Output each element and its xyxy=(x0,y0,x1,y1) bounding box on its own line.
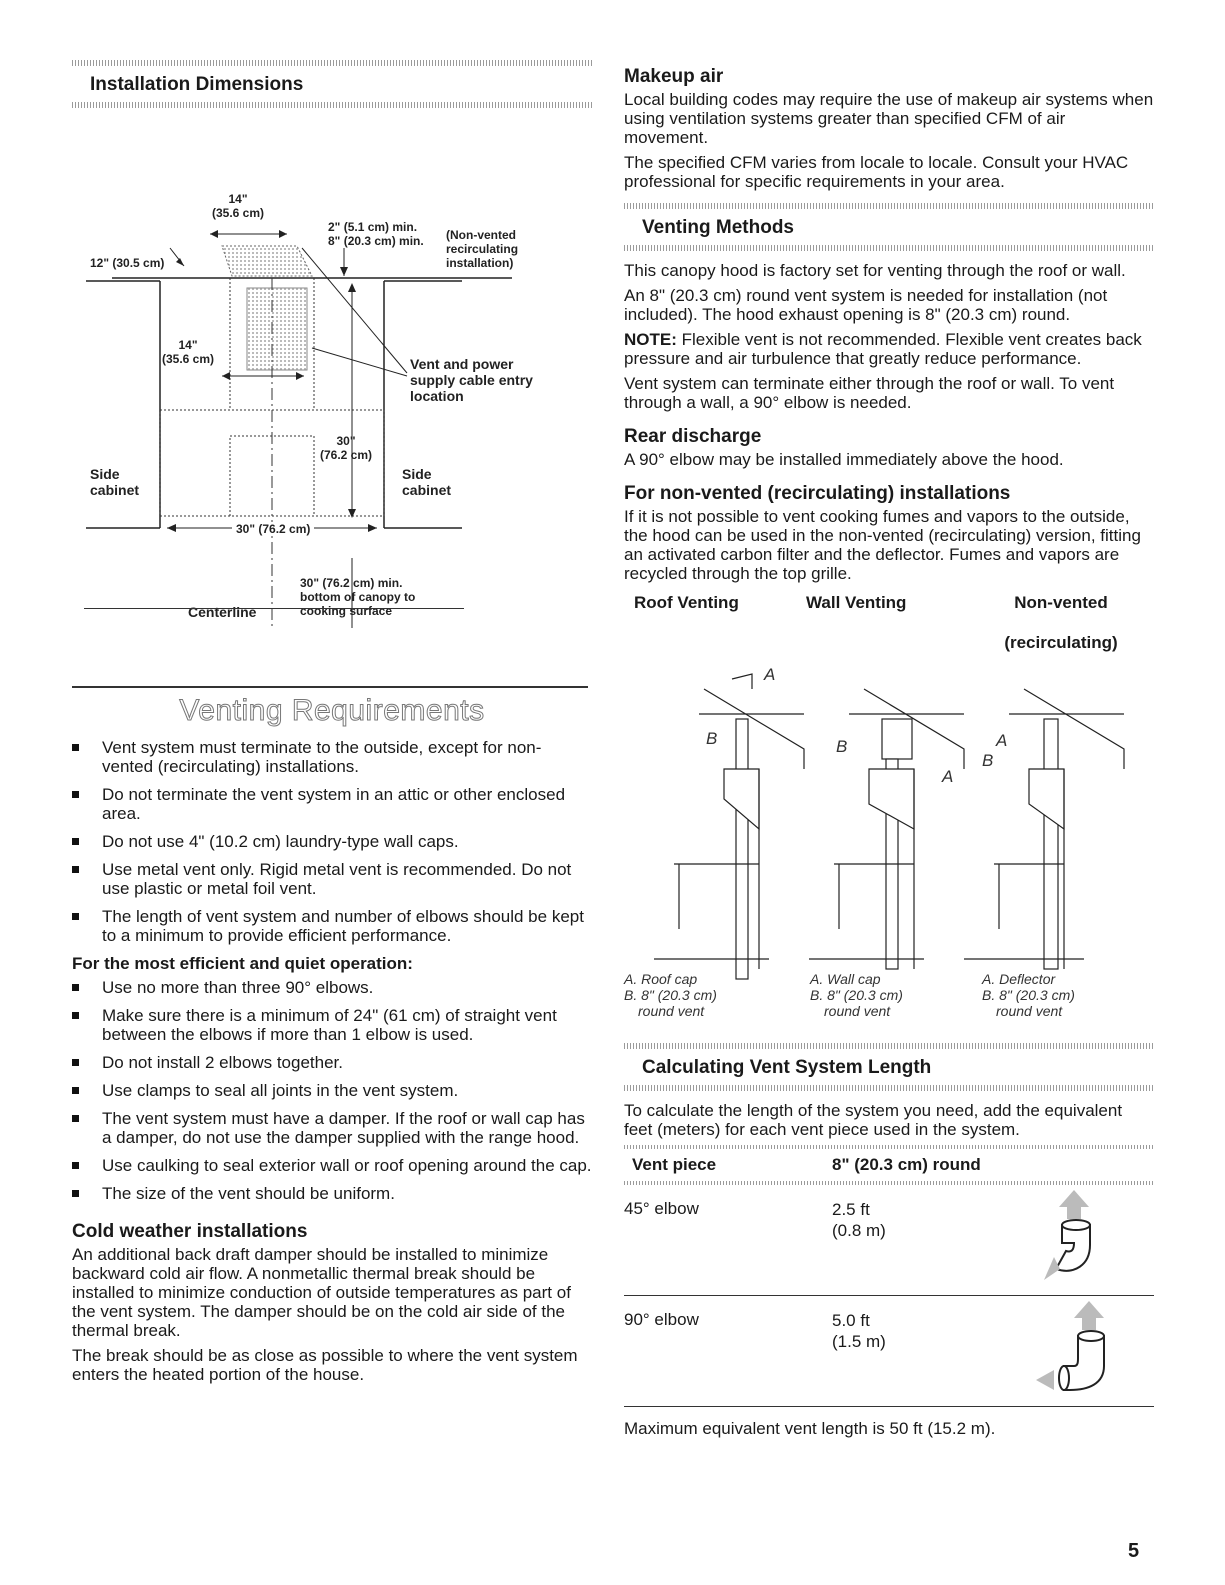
section-rule xyxy=(72,686,588,688)
side-cabinet-left: Side cabinet xyxy=(90,466,140,498)
section-divider xyxy=(624,1085,1154,1091)
list-item: The length of vent system and number of elbows should be kept to a minimum to provide efficient performance. xyxy=(72,907,592,945)
col-round: 8" (20.3 cm) round xyxy=(832,1155,981,1174)
dim-14-mid: 14" (35.6 cm) xyxy=(162,338,215,366)
non-vented-label: Non-vented (recirculating) xyxy=(1004,593,1118,652)
roof-venting-caption: A. Roof cap B. 8" (20.3 cm) round vent xyxy=(624,971,717,1019)
list-item: Use metal vent only. Rigid metal vent is recommended. Do not use plastic or metal foil vent. xyxy=(72,860,592,898)
non-vented-paragraph: If it is not possible to vent cooking fumes and vapors to the outside, the hood can be used in the non-vented (recirculating) version, fitting an activated carbon filter and the deflector. Fumes and vapors are recycled through the top grille. xyxy=(624,507,1141,583)
venting-methods-paragraph-3: Vent system can terminate either through the roof or wall. To vent through a wall, a 90° elbow is needed. xyxy=(624,374,1115,412)
dim-8-min: 8" (20.3 cm) min. xyxy=(328,234,424,248)
wall-venting-label: Wall Venting xyxy=(806,593,907,612)
rear-discharge-paragraph: A 90° elbow may be installed immediately above the hood. xyxy=(624,450,1064,469)
length-cell: 2.5 ft (0.8 m) xyxy=(832,1200,886,1240)
list-item: The size of the vent should be uniform. xyxy=(72,1184,592,1203)
calculating-length-paragraph: To calculate the length of the system you need, add the equivalent feet (meters) for each vent piece used in the system. xyxy=(624,1101,1123,1139)
fig2-letter-b: B xyxy=(836,737,848,756)
cold-weather-heading: Cold weather installations xyxy=(72,1221,308,1242)
vent-piece-cell: 90° elbow xyxy=(624,1310,699,1329)
dim-30-width: 30" (76.2 cm) xyxy=(232,522,314,536)
min-30-label: 30" (76.2 cm) min. bottom of canopy to cooking surface xyxy=(300,576,416,618)
vent-entry-label: Vent and power supply cable entry location xyxy=(410,356,533,404)
table-row xyxy=(624,1185,1154,1296)
venting-methods-note xyxy=(624,330,1154,368)
list-item: The vent system must have a damper. If the roof or wall cap has a damper, do not use the damper supplied with the range hood. xyxy=(72,1109,592,1147)
installation-dimensions-heading: Installation Dimensions xyxy=(90,74,304,95)
dim-14-top: 14" (35.6 cm) xyxy=(212,192,265,220)
venting-methods-paragraph-1: This canopy hood is factory set for venting through the roof or wall. xyxy=(624,261,1126,280)
left-column xyxy=(72,60,592,1390)
dim-2-min: 2" (5.1 cm) min. xyxy=(328,220,418,234)
elbow-90-icon xyxy=(1034,1296,1114,1396)
dim-30-height: 30" (76.2 cm) xyxy=(320,434,373,462)
section-divider xyxy=(624,245,1154,251)
list-item: Do not install 2 elbows together. xyxy=(72,1053,592,1072)
diagram-base-rule xyxy=(84,608,464,609)
roof-venting-label: Roof Venting xyxy=(634,593,739,612)
page-number: 5 xyxy=(1128,1540,1140,1562)
rear-discharge-heading: Rear discharge xyxy=(624,426,762,447)
table-row xyxy=(624,1296,1154,1407)
venting-types-header xyxy=(624,593,1154,653)
calculating-length-heading: Calculating Vent System Length xyxy=(642,1057,932,1078)
vent-table xyxy=(624,1185,1154,1407)
fig3-letter-b: B xyxy=(982,751,994,770)
makeup-air-paragraph-2: The specified CFM varies from locale to locale. Consult your HVAC professional for specific requirements in your area. xyxy=(624,153,1129,191)
centerline-label: Centerline xyxy=(188,604,257,620)
efficient-operation-list xyxy=(72,978,592,1203)
non-vented-heading: For non-vented (recirculating) installations xyxy=(624,483,1011,504)
fig1-letter-b: B xyxy=(706,729,718,748)
dim-12: 12" (30.5 cm) xyxy=(90,256,165,270)
fig3-letter-a: A xyxy=(996,731,1008,750)
venting-methods-heading: Venting Methods xyxy=(642,217,794,238)
wall-venting-caption: A. Wall cap B. 8" (20.3 cm) round vent xyxy=(810,971,903,1019)
venting-requirements-list xyxy=(72,738,592,945)
makeup-air-paragraph-1: Local building codes may require the use of makeup air systems when using ventilation systems greater than specified CFM of air movement. xyxy=(624,90,1154,147)
nonvented-note: (Non-vented recirculating installation) xyxy=(446,228,519,270)
list-item: Make sure there is a minimum of 24" (61 cm) of straight vent between the elbows if more than 1 elbow is used. xyxy=(72,1006,592,1044)
fig1-letter-a: A xyxy=(764,665,776,684)
side-cabinet-right: Side cabinet xyxy=(402,466,452,498)
list-item: Do not use 4" (10.2 cm) laundry-type wall caps. xyxy=(72,832,592,851)
non-vented-caption: A. Deflector B. 8" (20.3 cm) round vent xyxy=(982,971,1075,1019)
max-length-note: Maximum equivalent vent length is 50 ft (15.2 m). xyxy=(624,1419,996,1438)
venting-methods-figures xyxy=(624,659,1154,1019)
vent-table-header xyxy=(624,1149,1154,1181)
list-item: Vent system must terminate to the outside, except for non-vented (recirculating) installations. xyxy=(72,738,592,776)
venting-requirements-title: Venting Requirements xyxy=(179,694,485,727)
list-item: Do not terminate the vent system in an attic or other enclosed area. xyxy=(72,785,592,823)
note-text: Flexible vent is not recommended. Flexible vent creates back pressure and air turbulence that greatly reduce performance. xyxy=(624,330,1142,368)
elbow-45-icon xyxy=(1034,1185,1114,1285)
efficient-operation-heading: For the most efficient and quiet operation: xyxy=(72,954,413,973)
cold-weather-paragraph-2: The break should be as close as possible to where the vent system enters the heated portion of the house. xyxy=(72,1346,578,1384)
venting-methods-paragraph-2: An 8" (20.3 cm) round vent system is needed for installation (not included). The hood exhaust opening is 8" (20.3 cm) round. xyxy=(624,286,1108,324)
installation-dimensions-diagram xyxy=(72,108,592,628)
vent-piece-cell: 45° elbow xyxy=(624,1199,699,1218)
col-vent-piece: Vent piece xyxy=(632,1155,717,1174)
note-label: NOTE: xyxy=(624,330,677,349)
list-item: Use clamps to seal all joints in the vent system. xyxy=(72,1081,592,1100)
fig2-letter-a: A xyxy=(942,767,954,786)
length-cell: 5.0 ft (1.5 m) xyxy=(832,1311,886,1351)
right-column xyxy=(624,60,1154,1444)
list-item: Use no more than three 90° elbows. xyxy=(72,978,592,997)
venting-illustrations xyxy=(624,659,1154,989)
list-item: Use caulking to seal exterior wall or roof opening around the cap. xyxy=(72,1156,592,1175)
makeup-air-heading: Makeup air xyxy=(624,66,724,87)
cold-weather-paragraph-1: An additional back draft damper should be installed to minimize backward cold air flow. A nonmetallic thermal break should be installed to minimize conduction of outside temperatures as part of the vent system. The damper should be on the cold air side of the thermal break. xyxy=(72,1245,571,1340)
